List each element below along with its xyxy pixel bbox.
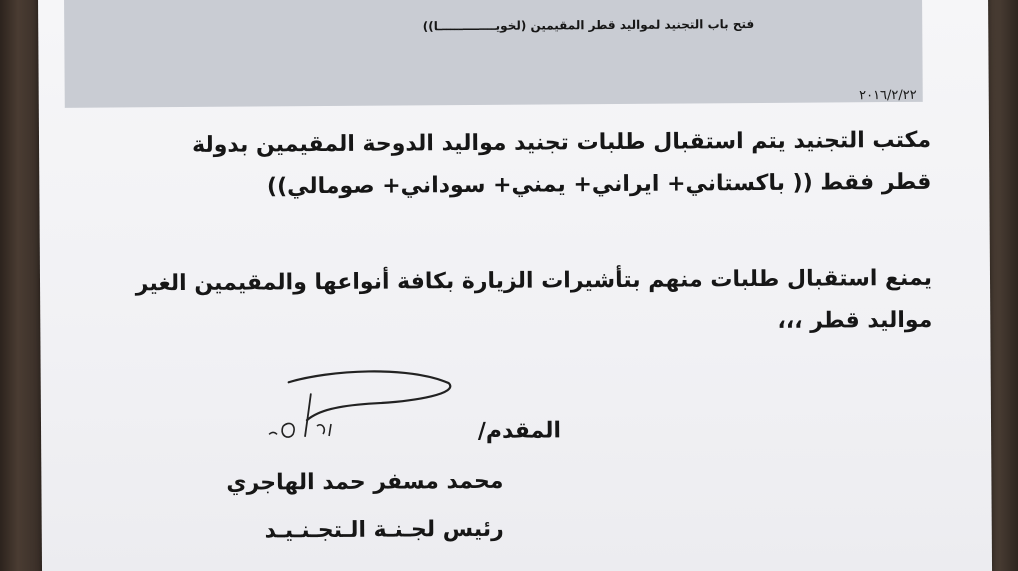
paragraph-eligibility-line-2: قطر فقط (( باكستاني+ ايراني+ يمني+ سوداني+ صومالي))	[266, 169, 932, 200]
paragraph-eligibility-line-1: مكتب التجنيد يتم استقبال طلبات تجنيد مواليد الدوحة المقيمين بدولة	[191, 127, 932, 158]
document-date: ٢٠١٦/٢/٢٢	[859, 87, 917, 104]
header-band	[64, 0, 923, 108]
header-title: فتح باب التجنيد لمواليد قطر المقيمين (لخويــــــــــــــا))	[422, 17, 755, 34]
handwritten-signature	[259, 363, 460, 454]
paragraph-restriction	[92, 258, 933, 348]
paragraph-eligibility	[91, 120, 932, 210]
paragraph-restriction-line-1: يمنع استقبال طلبات منهم بتأشيرات الزيارة بكافة أنواعها والمقيمين الغير	[135, 265, 933, 297]
paragraph-restriction-line-2: مواليد قطر ،،،	[777, 307, 933, 334]
closing-rank-label: المقدم/	[477, 418, 562, 444]
signatory-name: محمد مسفر حمد الهاجري	[226, 468, 504, 496]
document-page	[38, 0, 992, 571]
signatory-title: رئيس لجـنـة الـتجـنـيـد	[264, 516, 504, 544]
